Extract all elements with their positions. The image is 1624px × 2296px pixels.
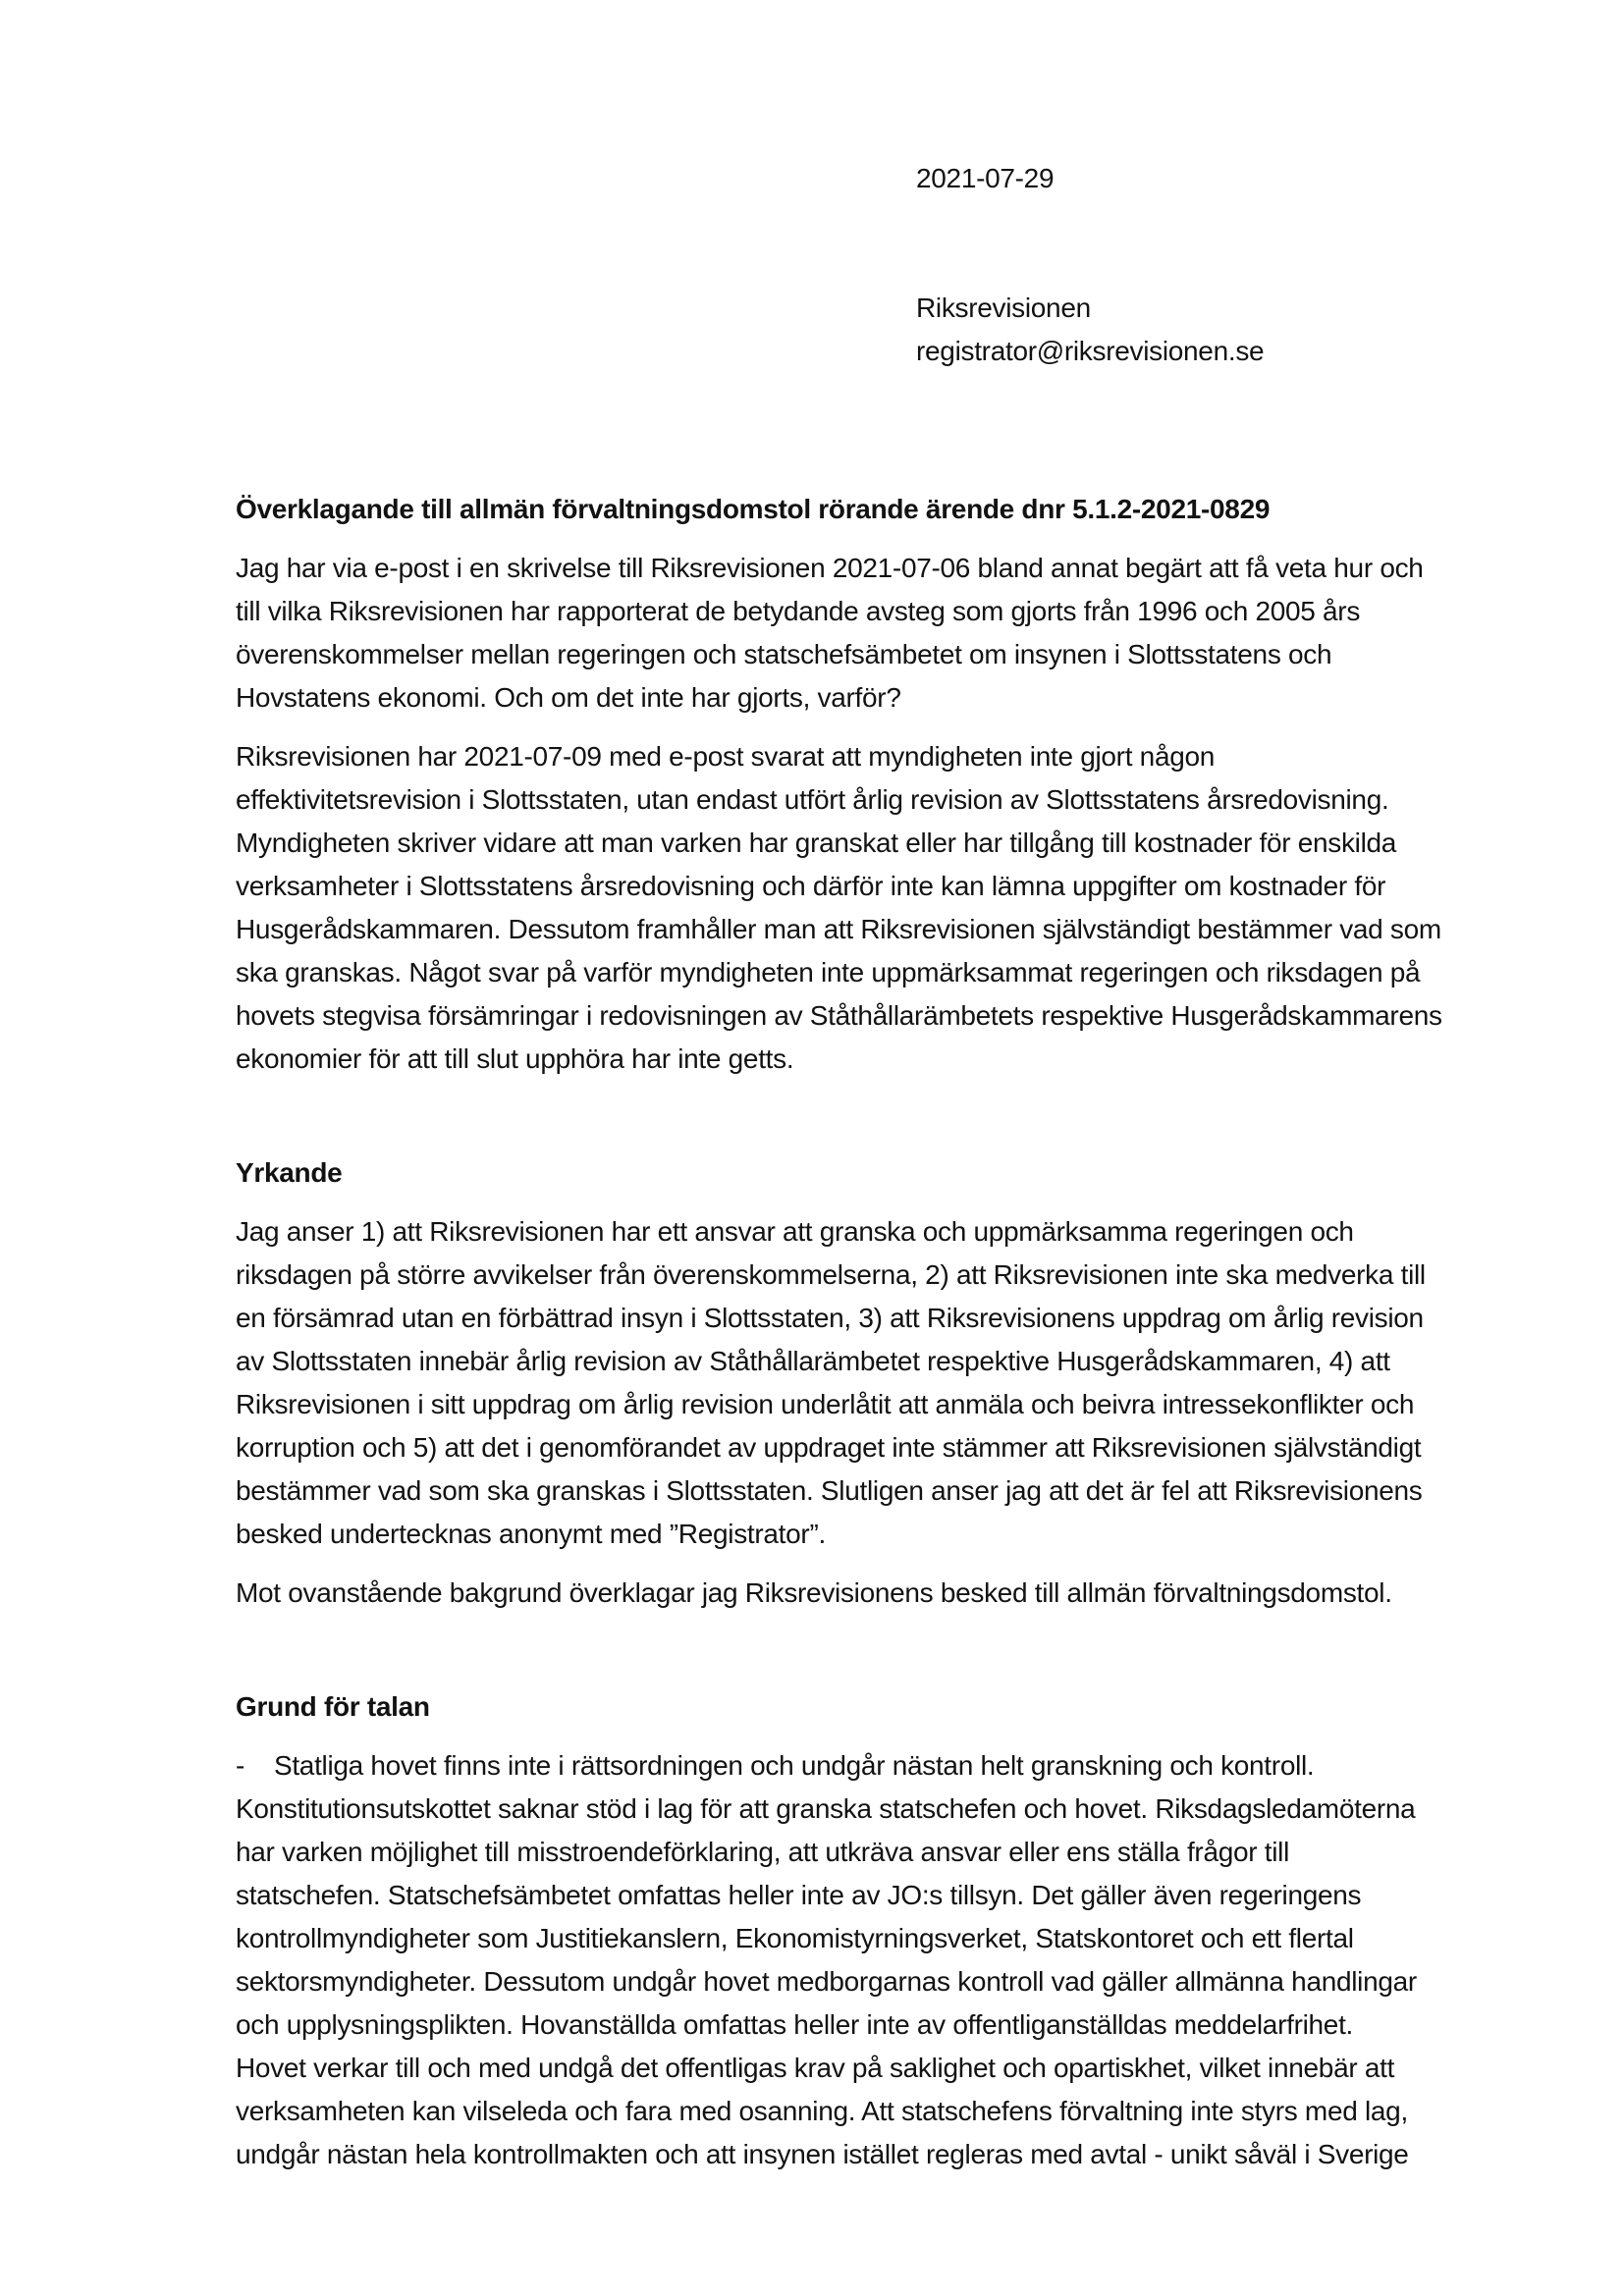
recipient-email: registrator@riksrevisionen.se bbox=[916, 336, 1265, 366]
text-line: kontrollmyndigheter som Justitiekanslern, Ekonomistyrningsverket, Statskontoret och ett flertal bbox=[236, 1923, 1354, 1953]
text-line: statschefen. Statschefsämbetet omfattas heller inte av JO:s tillsyn. Det gäller även regeringens bbox=[236, 1880, 1362, 1910]
paragraph-claims bbox=[236, 1210, 1492, 1556]
document-date: 2021-07-29 bbox=[916, 163, 1055, 193]
text-line: - Statliga hovet finns inte i rättsordningen och undgår nästan helt granskning och kontroll. bbox=[236, 1750, 1315, 1781]
text-line: Jag har via e-post i en skrivelse till Riksrevisionen 2021-07-06 bland annat begärt att få veta hur och bbox=[236, 553, 1424, 583]
text-line: riksdagen på större avvikelser från överenskommelserna, 2) att Riksrevisionen inte ska medverka till bbox=[236, 1259, 1426, 1290]
text-line: ekonomier för att till slut upphöra har inte getts. bbox=[236, 1043, 794, 1074]
text-line: verksamheter i Slottsstatens årsredovisning och därför inte kan lämna uppgifter om kostnader för bbox=[236, 871, 1386, 901]
text-line: bestämmer vad som ska granskas i Slottsstaten. Slutligen anser jag att det är fel att Riksrevisionens bbox=[236, 1475, 1423, 1506]
text-line: en försämrad utan en förbättrad insyn i Slottsstaten, 3) att Riksrevisionens uppdrag om årlig revision bbox=[236, 1303, 1424, 1333]
paragraph-request bbox=[236, 547, 1492, 720]
text-line: Riksrevisionen i sitt uppdrag om årlig revision underlåtit att anmäla och beivra intressekonflikter och bbox=[236, 1389, 1415, 1419]
text-line: Myndigheten skriver vidare att man varken har granskat eller har tillgång till kostnader för enskilda bbox=[236, 828, 1397, 858]
text-line: överenskommelser mellan regeringen och statschefsämbetet om insynen i Slottsstatens och bbox=[236, 639, 1332, 669]
text-line: besked undertecknas anonymt med ”Registrator”. bbox=[236, 1519, 826, 1549]
section-heading-appeal: Överklagande till allmän förvaltningsdomstol rörande ärende dnr 5.1.2-2021-0829 bbox=[236, 494, 1271, 524]
text-line: Riksrevisionen har 2021-07-09 med e-post svarat att myndigheten inte gjort någon bbox=[236, 741, 1216, 772]
paragraph-reply bbox=[236, 735, 1492, 1081]
paragraph-appeal-statement bbox=[236, 1572, 1492, 1615]
text-line: ska granskas. Något svar på varför myndigheten inte uppmärksammat regeringen och riksdagen på bbox=[236, 957, 1421, 988]
recipient-name: Riksrevisionen bbox=[916, 293, 1091, 323]
text-line: Husgerådskammaren. Dessutom framhåller man att Riksrevisionen självständigt bestämmer vad som bbox=[236, 914, 1441, 944]
text-line: av Slottsstaten innebär årlig revision av Ståthållarämbetet respektive Husgerådskammaren, 4) att bbox=[236, 1346, 1390, 1376]
text-line: Hovstatens ekonomi. Och om det inte har gjorts, varför? bbox=[236, 682, 901, 713]
letter-content bbox=[236, 157, 1492, 2176]
text-line: undgår nästan hela kontrollmakten och att insynen istället regleras med avtal - unikt såväl i Sverige bbox=[236, 2139, 1409, 2169]
text-line: Jag anser 1) att Riksrevisionen har ett ansvar att granska och uppmärksamma regeringen och bbox=[236, 1216, 1354, 1247]
text-line: Konstitutionsutskottet saknar stöd i lag för att granska statschefen och hovet. Riksdagsledamöterna bbox=[236, 1793, 1416, 1824]
text-line: effektivitetsrevision i Slottsstaten, utan endast utfört årlig revision av Slottsstatens årsredovisning. bbox=[236, 784, 1389, 815]
text-line: hovets stegvisa försämringar i redovisningen av Ståthållarämbetets respektive Husgerådskammarens bbox=[236, 1000, 1442, 1031]
text-line: sektorsmyndigheter. Dessutom undgår hovet medborgarnas kontroll vad gäller allmänna handlingar bbox=[236, 1966, 1417, 1997]
text-line: Hovet verkar till och med undgå det offentligas krav på saklighet och opartiskhet, vilket innebär att bbox=[236, 2053, 1395, 2083]
section-heading-claim: Yrkande bbox=[236, 1157, 343, 1188]
text-line: verksamheten kan vilseleda och fara med osanning. Att statschefens förvaltning inte styrs med lag, bbox=[236, 2096, 1408, 2126]
text-line: och upplysningsplikten. Hovanställda omfattas heller inte av offentliganställdas meddelarfrihet. bbox=[236, 2009, 1354, 2040]
address-block bbox=[916, 157, 1492, 373]
text-line: har varken möjlighet till misstroendeförklaring, att utkräva ansvar eller ens ställa frågor till bbox=[236, 1837, 1290, 1867]
paragraph-grounds bbox=[236, 1744, 1492, 2176]
text-line: till vilka Riksrevisionen har rapporterat de betydande avsteg som gjorts från 1996 och 2005 års bbox=[236, 596, 1361, 626]
section-heading-grounds: Grund för talan bbox=[236, 1691, 430, 1722]
text-line: korruption och 5) att det i genomförandet av uppdraget inte stämmer att Riksrevisionen självständigt bbox=[236, 1432, 1422, 1463]
text-line: Mot ovanstående bakgrund överklagar jag Riksrevisionens besked till allmän förvaltningsdomstol. bbox=[236, 1577, 1392, 1608]
